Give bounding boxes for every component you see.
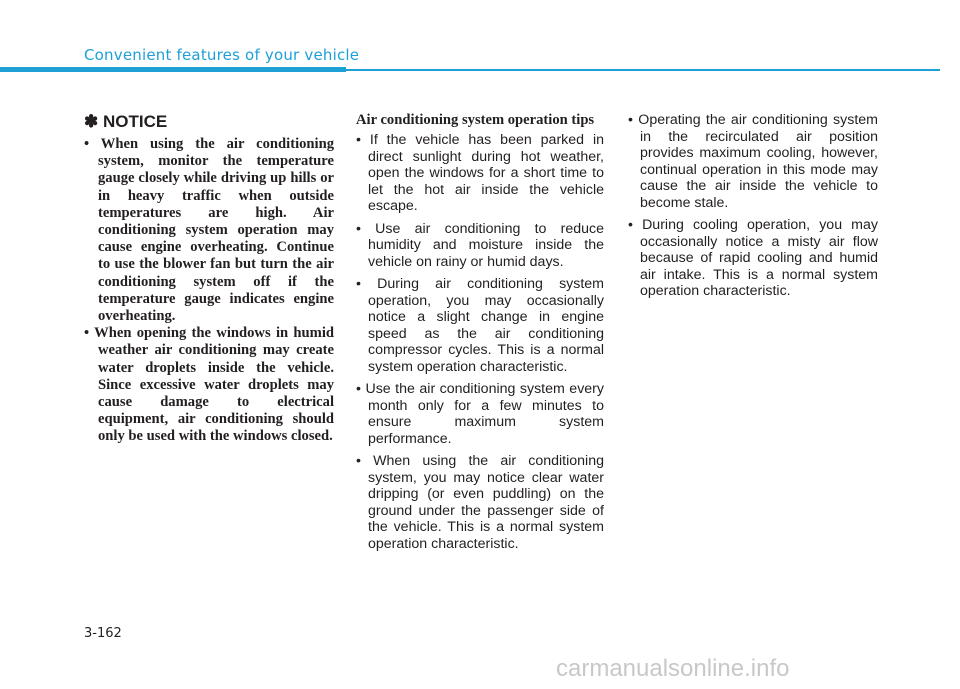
tip-item: • Use air conditioning to reduce humidity and moisture inside the vehicle on rainy or humid days. [356, 220, 604, 270]
tips-list-continued [628, 112, 878, 300]
notice-item: • When using the air conditioning system, monitor the temperature gauge closely while driving up hills or in heavy traffic when outside temperatures are high. Air conditioning system operation may cause engine overheating. Continue to use the blower fan but turn the air conditioning system off if the temperature gauge indicates engine overheating. [84, 136, 334, 325]
tips-column-2 [628, 112, 878, 306]
tip-item: • During cooling operation, you may occasionally notice a misty air flow because of rapid cooling and humid air intake. This is a normal system operation characteristic. [628, 217, 878, 299]
tip-item: • If the vehicle has been parked in direct sunlight during hot weather, open the windows for a short time to let the hot air inside the vehicle escape. [356, 132, 604, 214]
watermark: carmanualsonline.info [556, 655, 790, 682]
tips-heading: Air conditioning system operation tips [356, 112, 595, 128]
tip-item: • During air conditioning system operation, you may occasionally notice a slight change in engine speed as the air conditioning compressor cycles. This is a normal system operation characteristic. [356, 276, 604, 375]
section-title: Convenient features of your vehicle [84, 46, 360, 64]
header-divider-line [346, 69, 940, 71]
notice-column [84, 112, 334, 446]
tip-item: • Use the air conditioning system every month only for a few minutes to ensure maximum system performance. [356, 381, 604, 447]
header-accent-bar [0, 67, 346, 72]
notice-item: • When opening the windows in humid weather air conditioning may create water droplets inside the vehicle. Since excessive water droplets may cause damage to electrical equipment, air conditioning should only be used with the windows closed. [84, 325, 334, 445]
tip-item: • When using the air conditioning system, you may notice clear water dripping (or even puddling) on the ground under the passenger side of the vehicle. This is a normal system operation characteristic. [356, 453, 604, 552]
tip-item: • Operating the air conditioning system in the recirculated air position provides maximum cooling, however, continual operation in this mode may cause the air inside the vehicle to become stale. [628, 112, 878, 211]
notice-list [84, 136, 334, 446]
tips-list [356, 132, 604, 552]
notice-title: ✽ NOTICE [84, 112, 168, 131]
tips-column-1 [356, 112, 604, 558]
page-number: 3-162 [84, 626, 122, 641]
